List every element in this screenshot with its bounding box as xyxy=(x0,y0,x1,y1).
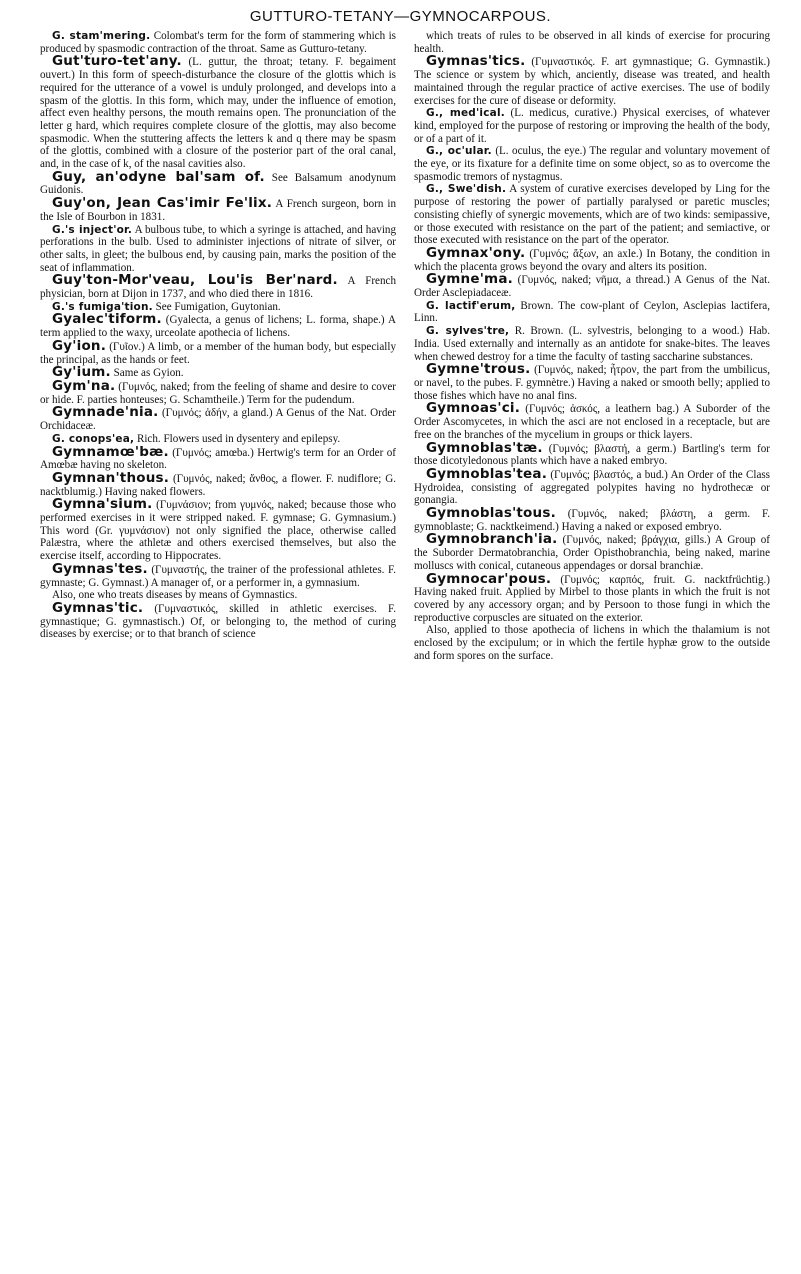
dictionary-entry xyxy=(40,197,396,223)
entry-headword: Gymnan'thous. xyxy=(52,469,170,486)
dictionary-entry xyxy=(40,168,396,197)
entry-headword: G.'s inject'or. xyxy=(52,223,133,236)
entry-definition: Also, one who treats diseases by means of Gymnastics. xyxy=(52,589,298,602)
dictionary-entry xyxy=(40,313,396,339)
entry-headword: Gymnobranch'ia. xyxy=(426,531,558,548)
entry-definition: (Gyalecta, a genus of lichens; L. forma, shape.) A term applied to the waxy, urceolate apothecia of lichens. xyxy=(40,314,396,340)
entry-headword: Gymnas'tes. xyxy=(52,560,148,577)
dictionary-entry xyxy=(414,325,770,363)
dictionary-entry xyxy=(40,469,396,498)
entry-definition: (Γυμναστής, the trainer of the professional athletes. F. gymnaste; G. Gymnast.) A manager of, or a performer in, a gymnasium. xyxy=(40,563,396,589)
entry-headword: Gy'ion. xyxy=(52,337,107,354)
entry-headword: Guy'ton-Mor'veau, Lou'is Ber'nard. xyxy=(52,272,338,289)
dictionary-entry xyxy=(414,300,770,325)
running-header: GUTTURO-TETANY—GYMNOCARPOUS. xyxy=(249,8,552,25)
entry-headword: Guy, an'odyne bal'sam of. xyxy=(52,168,265,185)
dictionary-entry xyxy=(40,55,396,170)
dictionary-entry xyxy=(40,498,396,563)
entry-definition: (Γυμνός; amœba.) Hertwig's term for an Order of Amœbæ having no skeleton. xyxy=(40,446,396,472)
entry-headword: Gymnas'tics. xyxy=(426,53,526,70)
entry-headword: G. sylves'tre, xyxy=(426,325,510,338)
entry-definition: (L. oculus, the eye.) The regular and voluntary movement of the eye, or its fixature for a definite time on some object, so as to overcome the spasmodic tremors of nystagmus. xyxy=(414,145,770,183)
entry-headword: Gymnax'ony. xyxy=(426,244,526,261)
entry-definition: Brown. The cow-plant of Ceylon, Asclepias lactifera, Linn. xyxy=(414,299,770,325)
entry-definition: (Γυμνός, naked; βλάστη, a germ. F. gymnoblaste; G. nacktkeimend.) Having a naked or exposed embryo. xyxy=(414,508,770,533)
entry-definition: (Γυμνός, naked; νῆμα, a thread.) A Genus of the Nat. Order Asclepiadaceæ. xyxy=(414,274,770,300)
dictionary-entry xyxy=(414,55,770,107)
entry-headword: Gymnoblas'tæ. xyxy=(426,439,543,456)
entry-definition: Colombat's term for the form of stammering which is produced by spasmodic contraction of the throat. Same as Gutturo-tetany. xyxy=(40,30,396,55)
entry-headword: G. conops'ea, xyxy=(52,432,135,445)
entry-definition: (Γυμνός; ἀδήν, a gland.) A Genus of the Nat. Order Orchidaceæ. xyxy=(40,407,396,433)
entry-headword: Gymnas'tic. xyxy=(52,599,144,616)
entry-definition: A system of curative exercises developed by Ling for the purpose of restoring the power of partially paralysed or paretic muscles; consisting chiefly of synergic movements, which are of two kinds: semipassive, or those executed with resistance on the part of the patient; and semiactive, or those executed with resistance on the part of the operator. xyxy=(414,183,770,247)
entry-headword: Gymne'trous. xyxy=(426,361,531,378)
dictionary-entry xyxy=(414,507,770,533)
dictionary-entry xyxy=(414,533,770,572)
entry-definition: (Γυμνός; ἀσκός, a leathern bag.) A Suborder of the Order Ascomycetes, in which the asci are not enclosed in a receptacle, but are free on the branches of the mycelium in groups or thick layers. xyxy=(414,403,770,441)
dictionary-entry xyxy=(40,274,396,300)
entry-definition: (Γυμνός; βλαστή, a germ.) Bartling's term for those dicotyledonous plants which have a naked embryo. xyxy=(414,442,770,468)
dictionary-entry xyxy=(414,439,770,468)
entry-definition: (Γυμνός, naked; ἄνθος, a flower. F. nudiflore; G. nacktblumig.) Having naked flowers. xyxy=(40,472,396,498)
left-column xyxy=(40,30,396,1266)
entry-definition: (Γυμνός; καρπός, fruit. G. nacktfrüchtig.) Having naked fruit. Applied by Mirbel to those plants in which the fruit is not covered by any accessory organ; and by Persoon to those fungi in which the reproductive corpuscles are situated on the exterior. xyxy=(414,573,770,624)
dictionary-entry xyxy=(414,145,770,183)
entry-headword: Gymnade'nia. xyxy=(52,404,159,421)
entry-definition: (Γυμνός; ἄξων, an axle.) In Botany, the condition in which the placenta grows beyond the ovary and alters its position. xyxy=(414,247,770,273)
entry-headword: G.'s fumiga'tion. xyxy=(52,300,153,313)
dictionary-columns xyxy=(40,30,770,1266)
entry-headword: Gymnoas'ci. xyxy=(426,400,521,417)
entry-headword: Gy'ium. xyxy=(52,364,111,381)
dictionary-entry xyxy=(414,273,770,299)
dictionary-entry xyxy=(40,406,396,432)
entry-definition: Also, applied to those apothecia of lichens in which the thalamium is not enclosed by the excipulum; or in which the fertile hyphæ grow to the outside and form spores on the surface. xyxy=(414,624,770,662)
dictionary-entry xyxy=(414,363,770,402)
entry-definition: (Γυμνός, naked; from the feeling of shame and desire to cover or hide. F. parties honteuses; G. Schamtheile.) Term for the pudendum. xyxy=(40,380,396,406)
dictionary-entry xyxy=(40,599,396,641)
entry-definition: (Γυμναστικός, skilled in athletic exercises. F. gymnastique; G. gymnastisch.) Of, or belonging to, the method of curing diseases by exercise; or to that branch of science xyxy=(40,602,396,641)
entry-headword: G., oc'ular. xyxy=(426,145,492,158)
entry-definition: (Γυμνάσιον; from γυμνός, naked; because those who performed exercises in it were stripped naked. F. gymnase; G. Gymnasium.) This word (Gr. γυμνάσιον) not only signified the place, otherwise called Palæstra, where the athletæ and others exercised themselves, but also the exercise itself, according to Hippocrates. xyxy=(40,499,396,563)
entry-definition: A French physician, born at Dijon in 1737, and who died there in 1816. xyxy=(40,275,396,301)
entry-definition: (Γυῖον.) A limb, or a member of the human body, but especially the principal, as the hands or feet. xyxy=(40,340,396,366)
entry-definition: Same as Gyion. xyxy=(110,367,184,380)
dictionary-entry xyxy=(414,30,770,55)
entry-headword: Gym'na. xyxy=(52,377,116,394)
entry-headword: Gymne'ma. xyxy=(426,271,513,288)
dictionary-entry xyxy=(414,183,770,247)
entry-headword: Gymnocar'pous. xyxy=(426,570,552,587)
dictionary-entry xyxy=(40,30,396,55)
entry-headword: G. lactif'erum, xyxy=(426,299,516,312)
entry-definition: (L. guttur, the throat; tetany. F. begaiment ouvert.) In this form of speech-disturbance the closure of the glottis which is required for the utterance of a vowel is unduly prolonged, and develops into a spasm of the glottis. In this form, which may, under the influence of emotion, affect even healthy persons, the mouth remains open. The pronunciation of the letter g hard, which requires complete closure of the glottis, may also become spasmodic. When the stuttering affects the letters k and q there may be spasm of the glottis, combined with a closure of the posterior part of the oral canal, and, in the case of k, of the nasal cavities also. xyxy=(40,56,396,171)
entry-headword: Gymnoblas'tous. xyxy=(426,505,556,522)
entry-definition: See Fumigation, Guytonian. xyxy=(152,300,281,313)
dictionary-entry xyxy=(414,465,770,507)
entry-definition: R. Brown. (L. sylvestris, belonging to a wood.) Hab. India. Used externally and internally as an antidote for snake-bites. The leaves when chewed destroy for a time the faculty of tasting saccharine substances. xyxy=(414,325,770,363)
entry-headword: G. stam'mering. xyxy=(52,30,151,42)
dictionary-entry xyxy=(40,560,396,589)
entry-definition: (Γυμνός, naked; ἦτρον, the part from the umbilicus, or navel, to the pubes. F. gymnètre.) Having a naked or smooth belly; applied to those fishes which have no anal fins. xyxy=(414,364,770,402)
entry-definition: Rich. Flowers used in dysentery and epilepsy. xyxy=(134,432,341,445)
right-column xyxy=(414,30,770,1266)
entry-definition: (Γυμναστικός. F. art gymnastique; G. Gymnastik.) The science or system by which, anciently, disease was treated, and health maintained through the regular practice of active exercises. The use of bodily exercises for the cure of disease or deformity. xyxy=(414,56,770,107)
entry-headword: G., Swe'dish. xyxy=(426,183,507,196)
entry-headword: G., med'ical. xyxy=(426,107,505,120)
dictionary-entry xyxy=(414,244,770,273)
entry-definition: which treats of rules to be observed in all kinds of exercise for procuring health. xyxy=(414,30,770,55)
dictionary-entry xyxy=(414,570,770,625)
dictionary-entry xyxy=(40,443,396,472)
entry-headword: Gut'turo-tet'any. xyxy=(52,53,182,70)
entry-definition: A bulbous tube, to which a syringe is attached, and having perforations in the bulb. Used to administer injections of nitrate of silver, or other salts, in gleet; the bulbous end, by causing pain, marks the position of the seat of inflammation. xyxy=(40,223,396,274)
dictionary-entry xyxy=(414,624,770,662)
dictionary-entry xyxy=(414,402,770,441)
entry-headword: Gymnoblas'tea. xyxy=(426,465,548,482)
dictionary-entry xyxy=(40,337,396,366)
entry-definition: A French surgeon, born in the Isle of Bourbon in 1831. xyxy=(40,198,396,223)
entry-headword: Gymnamœ'bæ. xyxy=(52,443,169,460)
dictionary-entry xyxy=(40,224,396,275)
entry-headword: Guy'on, Jean Cas'imir Fe'lix. xyxy=(52,195,273,212)
entry-definition: (Γυμνός, naked; βράγχια, gills.) A Group of the Suborder Dermatobranchia, Order Opisthobranchia, being naked, marine molluscs with conical, cutaneous appendages or dorsal branchiæ. xyxy=(414,534,770,572)
entry-headword: Gyalec'tiform. xyxy=(52,311,162,328)
dictionary-entry xyxy=(40,377,396,406)
entry-definition: (L. medicus, curative.) Physical exercises, of whatever kind, employed for the purpose of restoring or improving the health of the body, or of a part of it. xyxy=(414,107,770,145)
dictionary-entry xyxy=(414,107,770,145)
entry-definition: (Γυμνός; βλαστός, a bud.) An Order of the Class Hydroidea, consisting of aggregated polypites having no hydrothecæ or gonangia. xyxy=(414,468,770,507)
entry-definition: See Balsamum anodynum Guidonis. xyxy=(40,171,396,197)
entry-headword: Gymna'sium. xyxy=(52,496,153,513)
